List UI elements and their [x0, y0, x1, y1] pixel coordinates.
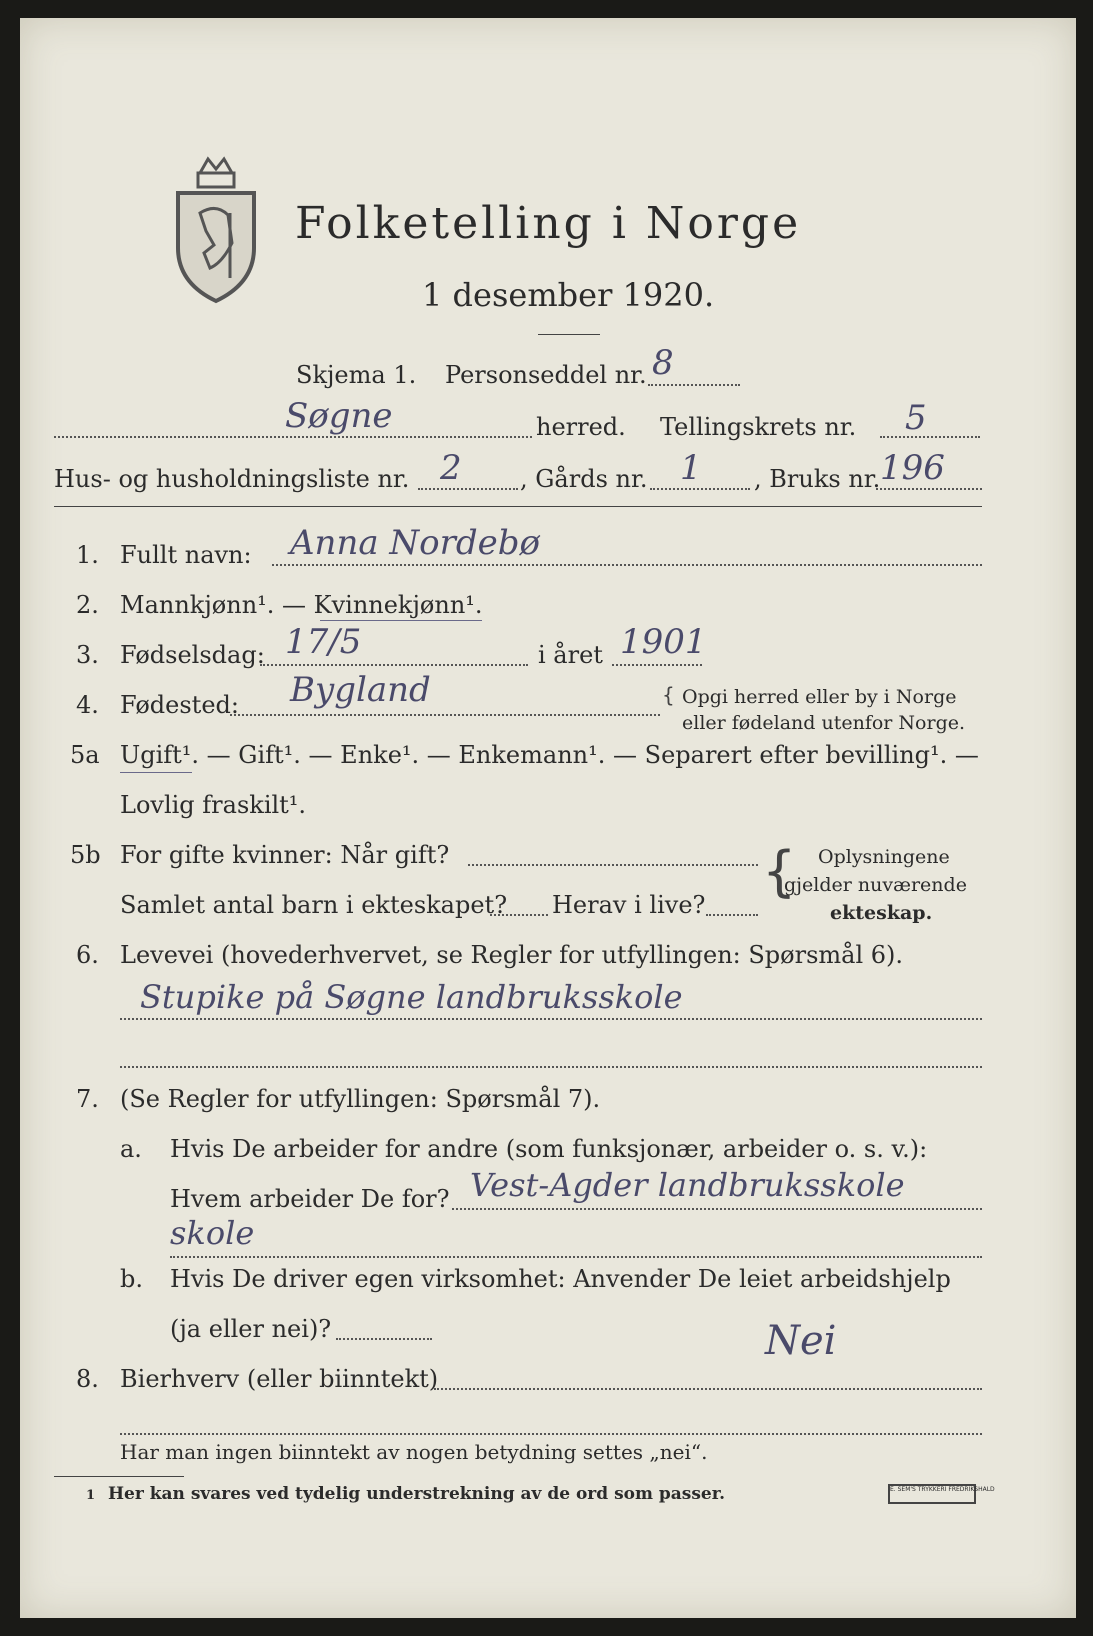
married-when-field[interactable]	[468, 864, 758, 866]
herred-value: Søgne	[285, 396, 393, 436]
q4-note-line1: Opgi herred eller by i Norge	[682, 686, 957, 708]
q5a-underline	[120, 772, 192, 773]
q7a-letter: a.	[120, 1135, 142, 1163]
q7a-value-line1: Vest-Agder landbruksskole	[470, 1166, 905, 1204]
q4-value: Bygland	[290, 670, 431, 710]
q5b-herav: Herav i live?	[552, 891, 706, 919]
footnote-text: Her kan svares ved tydelig understrekning av de ord som passer.	[108, 1484, 726, 1504]
personseddel-label: Personseddel nr.	[445, 361, 647, 389]
children-count-field[interactable]	[490, 914, 548, 916]
gards-field[interactable]	[650, 488, 750, 490]
gards-label: , Gårds nr.	[520, 465, 648, 493]
q2-underline	[320, 620, 482, 621]
q8-label: Bierhverv (eller biinntekt)	[120, 1365, 439, 1393]
herred-label: herred.	[536, 413, 626, 441]
q5b-line1: For gifte kvinner: Når gift?	[120, 841, 450, 869]
q4-label: Fødested:	[120, 691, 239, 719]
children-alive-field[interactable]	[706, 914, 758, 916]
birth-year-field[interactable]	[612, 664, 702, 666]
side-income-field-2[interactable]	[120, 1433, 982, 1435]
q3-value: 17/5	[285, 622, 362, 662]
q2-label: Mannkjønn¹. — Kvinnekjønn¹.	[120, 591, 483, 619]
q5a-line2: Lovlig fraskilt¹.	[120, 791, 307, 819]
bruks-value: 196	[880, 448, 945, 488]
q5b-brace: {	[762, 840, 797, 903]
q1-number: 1.	[76, 541, 99, 569]
q7-number: 7.	[76, 1085, 99, 1113]
q7b-text: Hvis De driver egen virksomhet: Anvender De leiet arbeidshjelp	[170, 1265, 951, 1293]
birthday-field[interactable]	[260, 664, 528, 666]
husholdningsliste-field[interactable]	[418, 488, 518, 490]
husholdningsliste-value: 2	[440, 448, 462, 488]
footnote-divider	[54, 1476, 184, 1477]
q6-number: 6.	[76, 941, 99, 969]
tellingskrets-label: Tellingskrets nr.	[660, 413, 857, 441]
full-name-field[interactable]	[272, 564, 982, 566]
husholdningsliste-label: Hus- og husholdningsliste nr.	[54, 465, 410, 493]
q6-label: Levevei (hovederhvervet, se Regler for utfyllingen: Spørsmål 6).	[120, 941, 904, 969]
occupation-field-line1[interactable]	[120, 1018, 982, 1020]
side-income-field[interactable]	[434, 1388, 982, 1390]
q4-brace: {	[662, 683, 675, 707]
tellingskrets-field[interactable]	[880, 436, 980, 438]
occupation-field-line2[interactable]	[120, 1066, 982, 1068]
tellingskrets-value: 5	[905, 398, 927, 438]
q2-number: 2.	[76, 591, 99, 619]
personseddel-value: 8	[652, 343, 674, 383]
q8-value: Nei	[765, 1318, 837, 1364]
hired-help-field[interactable]	[336, 1338, 432, 1340]
header-divider	[54, 506, 982, 507]
q3-label: Fødselsdag:	[120, 641, 265, 669]
q4-number: 4.	[76, 691, 99, 719]
bruks-field[interactable]	[876, 488, 982, 490]
personseddel-field[interactable]	[648, 384, 740, 386]
q7a-text: Hvis De arbeider for andre (som funksjonær, arbeider o. s. v.):	[170, 1135, 928, 1163]
q7b-letter: b.	[120, 1265, 143, 1293]
q7-label: (Se Regler for utfyllingen: Spørsmål 7).	[120, 1085, 601, 1113]
q3-year-label: i året	[538, 641, 603, 669]
q6-value: Stupike på Søgne landbruksskole	[140, 978, 683, 1016]
title-divider	[538, 334, 600, 335]
q1-value: Anna Nordebø	[290, 523, 541, 563]
form-title: Folketelling i Norge	[295, 198, 802, 249]
q5b-line2: Samlet antal barn i ekteskapet?	[120, 891, 508, 919]
q1-label: Fullt navn:	[120, 541, 252, 569]
q3-year-value: 1901	[620, 622, 707, 662]
employer-field-line2[interactable]	[170, 1256, 982, 1258]
q7a-question: Hvem arbeider De for?	[170, 1185, 450, 1213]
q5a-number: 5a	[70, 741, 100, 769]
nei-note: Har man ingen biinntekt av nogen betydning settes „nei“.	[120, 1440, 708, 1464]
bruks-label: , Bruks nr.	[754, 465, 881, 493]
printer-stamp: E. SEM'S TRYKKERI FREDRIKSHALD	[888, 1484, 976, 1504]
q3-number: 3.	[76, 641, 99, 669]
q5b-number: 5b	[70, 841, 101, 869]
q5b-note1: Oplysningene	[818, 846, 950, 868]
coat-of-arms-icon	[170, 153, 262, 303]
birthplace-field[interactable]	[230, 714, 660, 716]
q7a-value-line2: skole	[170, 1214, 255, 1252]
q5b-note2: gjelder nuværende	[784, 874, 967, 896]
q5a-line1: Ugift¹. — Gift¹. — Enke¹. — Enkemann¹. — Separert efter bevilling¹. —	[120, 741, 979, 769]
gards-value: 1	[680, 448, 702, 488]
footnote-mark: 1	[86, 1488, 96, 1503]
census-date: 1 desember 1920.	[422, 276, 715, 314]
q8-number: 8.	[76, 1365, 99, 1393]
q4-note-line2: eller fødeland utenfor Norge.	[682, 712, 966, 734]
employer-field-line1[interactable]	[452, 1208, 982, 1210]
q7b-question: (ja eller nei)?	[170, 1315, 332, 1343]
census-form	[20, 18, 1076, 1618]
herred-field[interactable]	[54, 436, 532, 438]
skjema-label: Skjema 1.	[296, 361, 417, 389]
q5b-note3: ekteskap.	[830, 902, 933, 924]
